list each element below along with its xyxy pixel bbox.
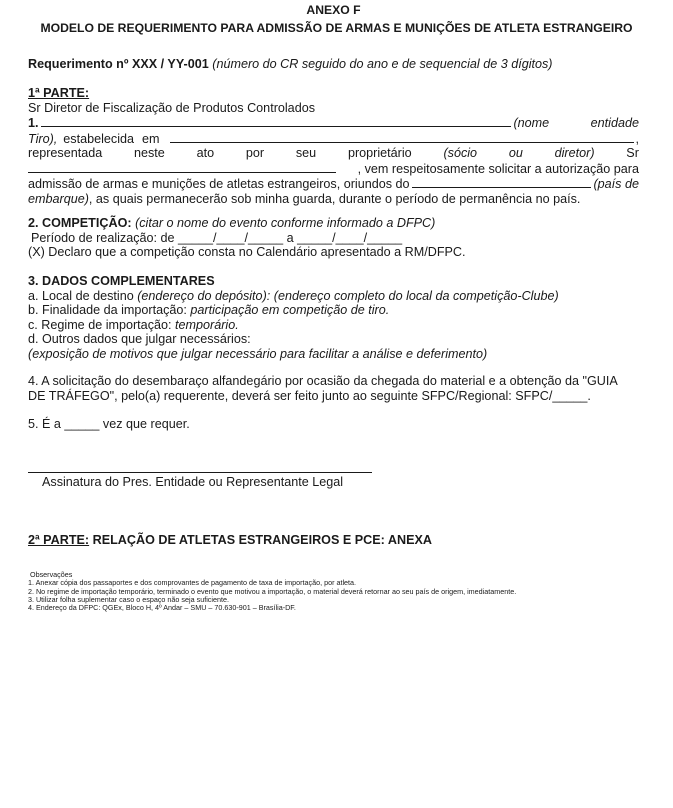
observacao-item: 2. No regime de importação temporário, terminado o evento que motivou a importação, o material deverá retornar ao seu país de origem, imediatamente. [28,586,517,596]
word: neste [134,146,165,160]
dados-d: d. Outros dados que julgar necessários: [28,332,251,346]
word: seu [295,146,317,160]
competicao-hint: (citar o nome do evento conforme informado a DFPC) [135,216,436,230]
parte1-line1 [28,115,639,131]
c-label: c. Regime de importação: [28,317,175,332]
parte1-heading: 1ª PARTE: [28,86,90,100]
parte2-line [28,533,639,548]
word: ato [196,146,215,160]
observacao-item: 1. Anexar cópia dos passaportes e dos comprovantes de pagamento de taxa de importação, por atleta. [28,578,357,588]
a-hint: (endereço do depósito): (endereço completo do local da competição-Clube) [137,288,559,303]
permanence-text: , as quais permanecerão sob minha guarda, durante o período de permanência no país. [88,191,581,206]
comma: , [635,131,639,146]
word: por [245,146,265,160]
parte1-line5 [28,176,639,192]
hint-word: ou [508,146,523,160]
parte1-line2 [28,131,639,147]
parte2-heading: 2ª PARTE: [28,533,90,547]
representative-blank[interactable] [28,161,336,173]
signature-line[interactable] [28,472,372,473]
signature-label: Assinatura do Pres. Entidade ou Representante Legal [42,475,344,489]
tiro-label: Tiro), [28,131,58,146]
hint-word: diretor) [554,146,595,160]
parte2-text: RELAÇÃO DE ATLETAS ESTRANGEIROS E PCE: ANEXA [89,533,432,547]
addressee-line: Sr Diretor de Fiscalização de Produtos Controlados [28,100,315,115]
declaro-line: (X) Declaro que a competição consta no Calendário apresentado a RM/DFPC. [28,245,466,259]
dados-c [28,318,639,333]
parte1-line6 [28,192,639,207]
item4-line1: 4. A solicitação do desembaraço alfandegário por ocasião da chegada do material e a obtenção da "GUIA [28,374,618,388]
parte1-line3 [28,146,639,161]
word: proprietário [347,146,412,160]
a-label: a. Local de destino [28,288,138,303]
item4-line2: DE TRÁFEGO", pelo(a) requerente, deverá ser feito junto ao seguinte SFPC/Regional: SFPC/_____. [28,388,591,403]
location-blank[interactable] [170,131,634,143]
observacao-item: 4. Endereço da DFPC: QGEx, Bloco H, 4º Andar – SMU – 70.630-901 – Brasília-DF. [28,603,296,613]
origin-text: admissão de armas e munições de atletas estrangeiros, oriundos do [28,177,410,191]
observacao-item: 3. Utilizar folha suplementar caso o espaço não seja suficiente. [28,594,229,604]
sr-label: Sr [626,146,639,160]
competicao-heading: 2. COMPETIÇÃO: [28,216,132,230]
requerimento-hint: (número do CR seguido do ano e de sequencial de 3 dígitos) [212,57,553,71]
observacoes-section [28,571,639,612]
b-hint: participação em competição de tiro. [190,303,390,317]
c-hint: temporário. [175,317,239,332]
entity-name-blank[interactable] [41,115,512,127]
word: representada [28,146,103,160]
requerimento-label: Requerimento nº XXX / YY-001 [28,57,209,71]
request-text: , vem respeitosamente solicitar a autorização para [357,161,639,176]
observacoes-title: Observações [30,570,73,579]
annex-label: ANEXO F [306,3,361,17]
competicao-section [28,216,639,260]
periodo-line: Período de realização: de _____/____/_____ a _____/____/_____ [31,230,403,245]
entity-hint: (nome entidade [513,116,639,130]
dados-a [28,289,639,304]
country-hint: (país de [593,177,639,191]
dados-b [28,303,639,318]
parte1-section [28,86,639,206]
item-number: 1. [28,116,39,130]
item5-line: 5. É a _____ vez que requer. [28,417,190,431]
parte1-line4 [28,161,639,177]
hint-word: (sócio [443,146,478,160]
dados-heading: 3. DADOS COMPLEMENTARES [28,274,215,288]
dados-d-hint: (exposição de motivos que julgar necessário para facilitar a análise e deferimento) [28,346,488,361]
item4-section [28,374,639,403]
embarque-hint: embarque) [28,191,89,206]
b-label: b. Finalidade da importação: [28,303,191,317]
em-label: em [142,131,160,146]
country-blank[interactable] [412,176,592,188]
dados-section [28,274,639,361]
document-title: MODELO DE REQUERIMENTO PARA ADMISSÃO DE ARMAS E MUNIÇÕES DE ATLETA ESTRANGEIRO [40,21,633,35]
requerimento-line [28,57,639,72]
estabelecida-label: estabelecida [63,131,134,146]
